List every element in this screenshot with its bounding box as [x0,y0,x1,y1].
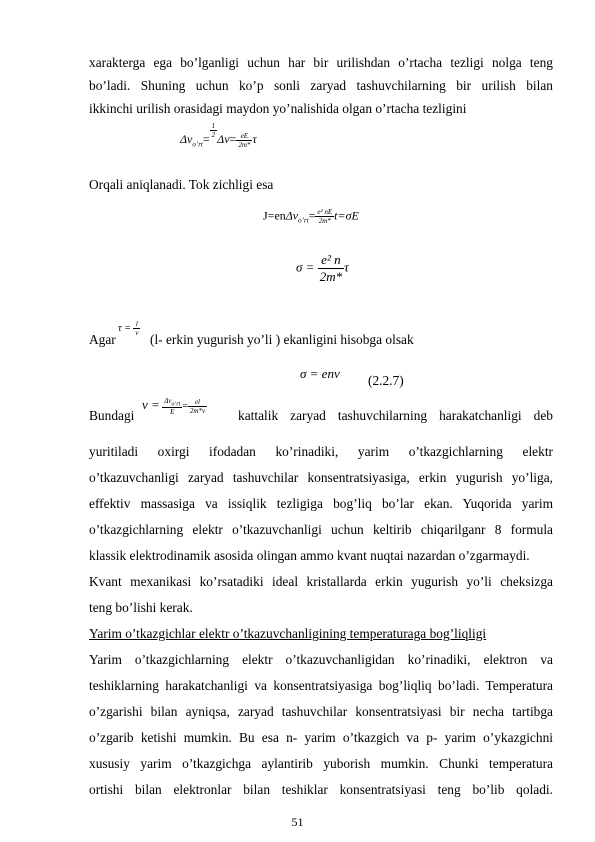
formula-tau: τ = $\frac{l}{v}$ [118,320,139,337]
paragraph-line: yuritiladi oxirgi ifodadan ko’rinadiki, yarim o’tkazgichlarning elektr [89,444,553,459]
paragraph-line: xarakterga ega bo’lganligi uchun har bir urilishdan o’rtacha tezligi nolga teng [89,55,553,70]
paragraph-line: Bundagi [89,408,135,423]
page-number: 51 [291,815,304,829]
paragraph-line: kattalik zaryad tashuvchilarning harakatchanligi deb [238,408,553,423]
formula-mobility: ν = $\frac{\Delta v_{o’rt}}{E}$ = $\frac{el}{2m*v}$ [142,397,206,417]
paragraph-line: o’tkazgichlarning elektr o’tkazuvchanligi uchun keltirib chiqarilganr 8 formula [89,522,553,537]
equation-number: (2.2.7) [368,373,404,388]
paragraph-line: Kvant mexanikasi ko’rsatadiki ideal kristallarda erkin yugurish yo’li cheksizga [89,574,553,589]
paragraph-line: bo’ladi. Shuning uchun ko’p sonli zaryad tashuvchilarning bir urilish bilan [89,78,553,93]
formula-conductivity: σ = $\frac{\text{e² n}}{2m*}$ τ [296,252,349,284]
paragraph-line: teshiklarning harakatchanligi va konsentratsiyasiga bog’liqliq bo’ladi. Temperatura [89,678,553,693]
paragraph-line: (l- erkin yugurish yo’li ) ekanligini hisobga olsak [150,332,414,347]
paragraph-line: xususiy yarim o’tkazgichga aylantirib yuborish mumkin. Chunki temperatura [89,756,553,771]
section-heading: Yarim o’tkazgichlar elektr o’tkazuvchanligining temperaturaga bog’liqligi [89,626,487,641]
paragraph-line: Orqali aniqlanadi. Tok zichligi esa [89,177,274,192]
paragraph-line: o’zgarishi bilan ayniqsa, zaryad tashuvchilar konsentratsiyasi bir necha tartibga [89,704,553,719]
formula-sigma-en-nu: σ = enν [300,366,340,381]
paragraph-line: klassik elektrodinamik asosida olingan ammo kvant nuqtai nazardan o’zgarmaydi. [89,548,530,563]
paragraph-line: Yarim o’tkazgichlarning elektr o’tkazuvchanligidan ko’rinadiki, elektron va [89,652,553,667]
paragraph-line: effektiv massasiga va issiqlik tezligiga bog’liq bo’lar ekan. Yuqorida yarim [89,496,553,511]
paragraph-line: Agar [89,332,116,347]
paragraph-line: ortishi bilan elektronlar bilan teshiklar konsentratsiyasi teng bo’lib qoladi. [89,782,553,797]
formula-mean-velocity: $\Delta v_{o’rt}=$ $\frac{1}{2}$ Δv= $\frac{eE}{2m*}$ τ [180,122,257,149]
paragraph-line: o’zgarib ketishi mumkin. Bu esa n- yarim o’tkazgich va p- yarim o’ykazgichni [89,730,553,745]
paragraph-line: teng bo’lishi kerak. [89,600,193,615]
paragraph-line: ikkinchi urilish orasidagi maydon yo’nalishida olgan o’rtacha tezligini [89,101,467,116]
paragraph-line: o’tkazuvchanligi zaryad tashuvchilar konsentratsiyasiga, erkin yugurish yo’liga, [89,470,553,485]
formula-current-density: J=enΔv$_{o’rt}$= $\frac{\text{e² nE}}{2m*}$ t=σE [263,208,359,225]
